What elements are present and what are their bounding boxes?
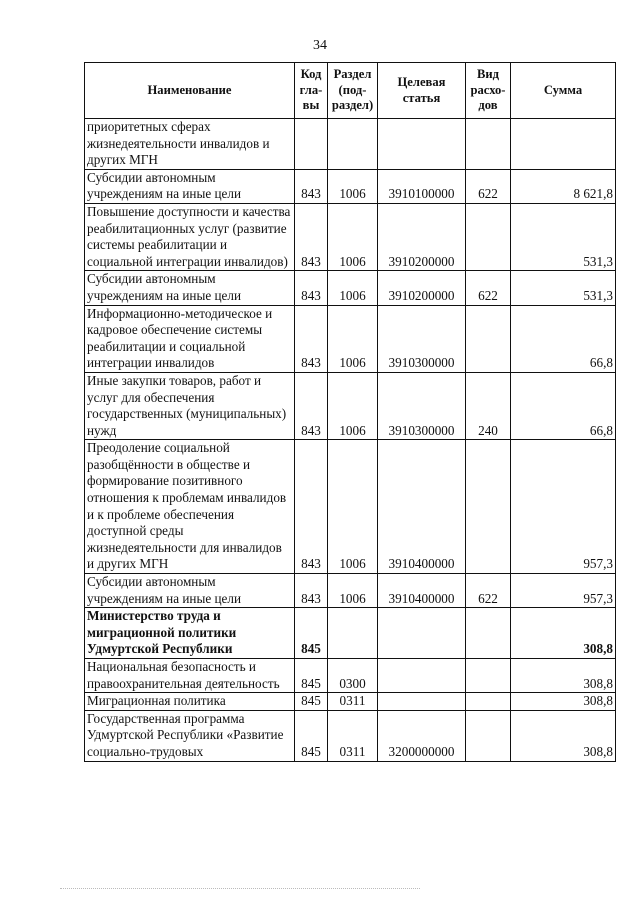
- row-expense-type: [466, 659, 511, 693]
- row-section: [328, 119, 378, 170]
- row-name: приоритетных сферах жизнедеятельности инвалидов и других МГН: [85, 119, 295, 170]
- row-article: [378, 608, 466, 659]
- row-code: 843: [295, 574, 328, 608]
- table-row: [85, 372, 616, 439]
- table-header-row: [85, 63, 616, 119]
- page-number: 34: [313, 38, 327, 53]
- row-section: 1006: [328, 169, 378, 203]
- row-sum: 308,8: [511, 693, 616, 711]
- row-code: 843: [295, 305, 328, 372]
- table-row: [85, 659, 616, 693]
- row-name: Миграционная политика: [85, 693, 295, 711]
- table-row: [85, 271, 616, 305]
- row-sum: 66,8: [511, 305, 616, 372]
- table-row: [85, 608, 616, 659]
- row-sum: 308,8: [511, 710, 616, 761]
- table-row: [85, 169, 616, 203]
- row-sum: 66,8: [511, 372, 616, 439]
- row-name: Информационно-методическое и кадровое обеспечение системы реабилитации и социальной интеграции инвалидов: [85, 305, 295, 372]
- row-article: 3910200000: [378, 271, 466, 305]
- row-article: 3910400000: [378, 440, 466, 574]
- table-row: [85, 305, 616, 372]
- row-article: 3910300000: [378, 305, 466, 372]
- header-code: Код гла-вы: [295, 63, 328, 119]
- table-row: [85, 440, 616, 574]
- row-section: 1006: [328, 271, 378, 305]
- row-code: 843: [295, 440, 328, 574]
- row-sum: 308,8: [511, 659, 616, 693]
- header-article: Целевая статья: [378, 63, 466, 119]
- row-name: Национальная безопасность и правоохранительная деятельность: [85, 659, 295, 693]
- row-name: Субсидии автономным учреждениям на иные цели: [85, 271, 295, 305]
- row-article: 3910400000: [378, 574, 466, 608]
- row-section: 1006: [328, 574, 378, 608]
- row-name: Государственная программа Удмуртской Республики «Развитие социально-трудовых: [85, 710, 295, 761]
- row-section: 0311: [328, 693, 378, 711]
- row-code: 843: [295, 372, 328, 439]
- row-sum: 531,3: [511, 203, 616, 270]
- row-expense-type: [466, 710, 511, 761]
- table-row: [85, 574, 616, 608]
- row-name: Субсидии автономным учреждениям на иные цели: [85, 169, 295, 203]
- row-name: Преодоление социальной разобщённости в обществе и формирование позитивного отношения к проблемам инвалидов и к проблеме обеспечения доступной среды жизнедеятельности для инвалидов и других МГН: [85, 440, 295, 574]
- header-section: Раздел (под-раздел): [328, 63, 378, 119]
- row-expense-type: [466, 608, 511, 659]
- row-expense-type: 622: [466, 574, 511, 608]
- row-article: 3910200000: [378, 203, 466, 270]
- row-name: Субсидии автономным учреждениям на иные цели: [85, 574, 295, 608]
- row-expense-type: [466, 203, 511, 270]
- table-row: [85, 693, 616, 711]
- table-row: [85, 119, 616, 170]
- row-expense-type: [466, 119, 511, 170]
- row-expense-type: [466, 440, 511, 574]
- row-sum: 531,3: [511, 271, 616, 305]
- row-sum: 8 621,8: [511, 169, 616, 203]
- row-article: [378, 119, 466, 170]
- row-expense-type: 240: [466, 372, 511, 439]
- row-sum: [511, 119, 616, 170]
- row-expense-type: 622: [466, 271, 511, 305]
- row-code: 843: [295, 203, 328, 270]
- footer-divider: [60, 888, 420, 889]
- header-name: Наименование: [85, 63, 295, 119]
- budget-table: [84, 62, 616, 762]
- row-section: 1006: [328, 203, 378, 270]
- row-code: 845: [295, 693, 328, 711]
- table-row: [85, 710, 616, 761]
- row-code: 845: [295, 659, 328, 693]
- row-section: 1006: [328, 440, 378, 574]
- row-section: 1006: [328, 372, 378, 439]
- row-section: [328, 608, 378, 659]
- row-section: 1006: [328, 305, 378, 372]
- table-row: [85, 203, 616, 270]
- row-article: [378, 693, 466, 711]
- row-expense-type: 622: [466, 169, 511, 203]
- row-section: 0300: [328, 659, 378, 693]
- row-sum: 308,8: [511, 608, 616, 659]
- header-expense-type: Вид расхо-дов: [466, 63, 511, 119]
- row-section: 0311: [328, 710, 378, 761]
- row-sum: 957,3: [511, 574, 616, 608]
- row-code: 845: [295, 608, 328, 659]
- header-sum: Сумма: [511, 63, 616, 119]
- row-code: [295, 119, 328, 170]
- row-name: Иные закупки товаров, работ и услуг для обеспечения государственных (муниципальных) нужд: [85, 372, 295, 439]
- row-article: [378, 659, 466, 693]
- row-expense-type: [466, 693, 511, 711]
- row-sum: 957,3: [511, 440, 616, 574]
- row-article: 3910300000: [378, 372, 466, 439]
- row-name: Повышение доступности и качества реабилитационных услуг (развитие системы реабилитации и социальной интеграции инвалидов): [85, 203, 295, 270]
- row-name: Министерство труда и миграционной политики Удмуртской Республики: [85, 608, 295, 659]
- row-article: 3200000000: [378, 710, 466, 761]
- row-code: 843: [295, 271, 328, 305]
- row-expense-type: [466, 305, 511, 372]
- row-article: 3910100000: [378, 169, 466, 203]
- row-code: 843: [295, 169, 328, 203]
- row-code: 845: [295, 710, 328, 761]
